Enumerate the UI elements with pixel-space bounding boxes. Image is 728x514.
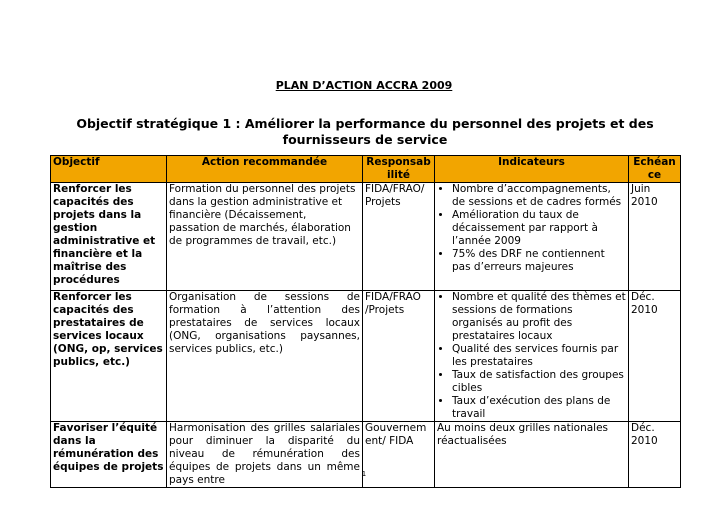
- row-indicateurs: Au moins deux grilles nationales réactualisées: [435, 422, 629, 488]
- row-objectif: Favoriser l’équité dans la rémunération des équipes de projets: [51, 422, 167, 488]
- indicator-list: [437, 183, 626, 274]
- indicator-list: [437, 291, 626, 421]
- row-action: Organisation de sessions de formation à l’attention des prestataires de services locaux (ONG, organisations paysannes, services publics, etc.): [167, 291, 363, 422]
- table-row: [51, 291, 681, 422]
- header-action: Action recommandée: [167, 156, 363, 183]
- objective-heading: Objectif stratégique 1 : Améliorer la performance du personnel des projets et des fournisseurs de service: [76, 116, 654, 147]
- row-action: Formation du personnel des projets dans la gestion administrative et financière (Décaissement, passation de marchés, élaboration de programmes de travail, etc.): [167, 183, 363, 291]
- page-title: PLAN D’ACTION ACCRA 2009: [275, 79, 453, 92]
- row-echeance: Juin 2010: [629, 183, 681, 291]
- row-objectif: Renforcer les capacités des projets dans la gestion administrative et financière et la maîtrise des procédures: [51, 183, 167, 291]
- row-indicateurs: [435, 183, 629, 291]
- table-header-row: [51, 156, 681, 183]
- row-action: Harmonisation des grilles salariales pour diminuer la disparité du niveau de rémunération des équipes de projets dans un même pays entre: [167, 422, 363, 488]
- row-objectif: Renforcer les capacités des prestataires de services locaux (ONG, op, services publics, etc.): [51, 291, 167, 422]
- header-echeance: Echéance: [629, 156, 681, 183]
- action-plan-table: [50, 155, 681, 488]
- header-responsabilite: Responsabilité: [363, 156, 435, 183]
- indicator-item: • Nombre d’accompagnements, de sessions et de cadres formés: [452, 183, 626, 209]
- indicator-item: • Nombre et qualité des thèmes et sessions de formations organisés au profit des prestataires locaux: [452, 291, 626, 343]
- row-responsabilite: FIDA/FRAO /Projets: [363, 291, 435, 422]
- row-echeance: Déc. 2010: [629, 422, 681, 488]
- row-indicateurs: [435, 291, 629, 422]
- indicator-item: • Amélioration du taux de décaissement par rapport à l’année 2009: [452, 209, 626, 248]
- indicator-item: • Qualité des services fournis par les prestataires: [452, 343, 626, 369]
- page-number: 1: [361, 470, 367, 478]
- header-objectif: Objectif: [51, 156, 167, 183]
- row-responsabilite: FIDA/FRAO/ Projets: [363, 183, 435, 291]
- indicator-item: • 75% des DRF ne contiennent pas d’erreurs majeures: [452, 248, 626, 274]
- header-indicateurs: Indicateurs: [435, 156, 629, 183]
- table-row: [51, 183, 681, 291]
- indicator-item: • Taux de satisfaction des groupes cibles: [452, 369, 626, 395]
- indicator-item: • Taux d’exécution des plans de travail: [452, 395, 626, 421]
- row-echeance: Déc. 2010: [629, 291, 681, 422]
- row-responsabilite: Gouvernement/ FIDA: [363, 422, 435, 488]
